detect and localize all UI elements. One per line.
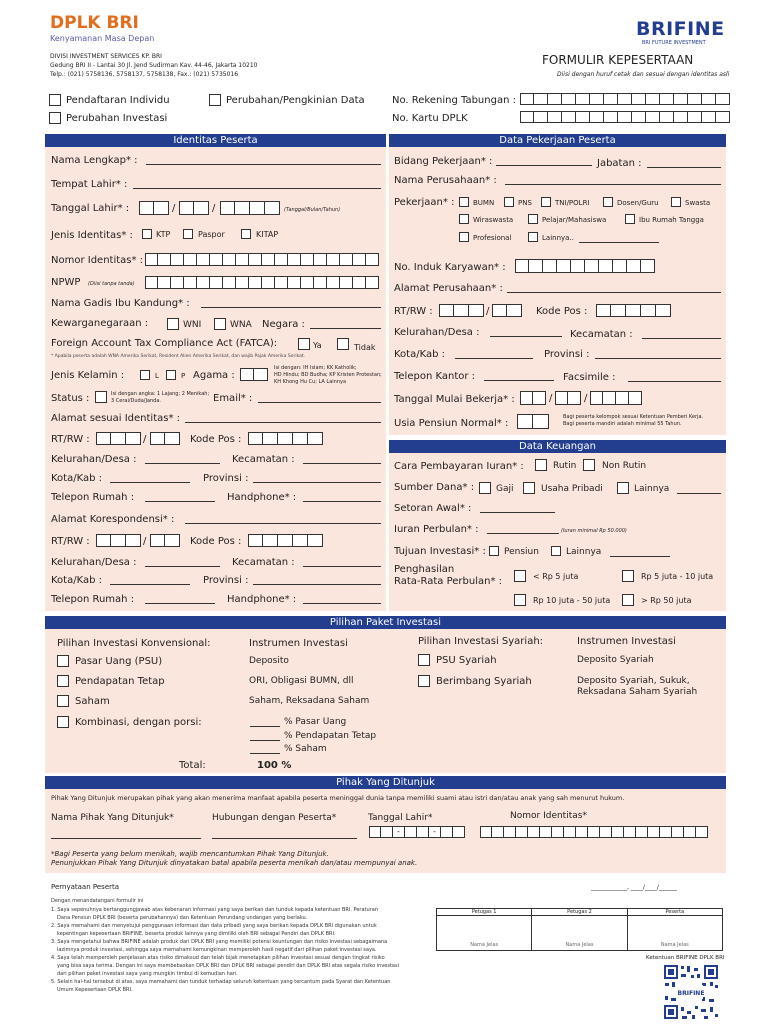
rw-kantor-boxes[interactable]: [492, 304, 522, 317]
sign-petugas1[interactable]: [437, 909, 532, 950]
lainnya-sumber-input[interactable]: [677, 493, 721, 494]
label-provinsi: Provinsi :: [203, 473, 249, 484]
handphone-kor-input[interactable]: [303, 603, 381, 604]
label-r1: < Rp 5 juta: [533, 572, 579, 581]
pensiun-note: Bagi peserta kelompok sesuai Ketentuan Pemberi Kerja.: [563, 414, 704, 420]
label-fatca: Foreign Account Tax Compliance Act (FATCA):: [51, 338, 278, 349]
label-telp-rumah-kor: Telepon Rumah :: [51, 594, 135, 605]
label-perubahan-data: Perubahan/Pengkinian Data: [226, 95, 365, 106]
label-dosen: Dosen/Guru: [617, 199, 659, 207]
label-ktp: KTP: [156, 230, 171, 239]
checkbox-kombinasi[interactable]: [57, 716, 69, 728]
label-instrumen-syariah: Instrumen Investasi: [577, 636, 676, 647]
label-tujuan-pensiun: Pensiun: [504, 547, 539, 557]
signature-table: [436, 908, 723, 951]
nama-jelas-3: Nama Jelas: [660, 942, 689, 948]
agama-note-2: HD Hindu; BD Budha; KP Kristen Protestan;: [274, 372, 382, 378]
label-induk: No. Induk Karyawan* :: [394, 262, 506, 273]
telp-kantor-input[interactable]: [484, 380, 554, 381]
label-rekening: No. Rekening Tabungan :: [392, 95, 516, 106]
jabatan-input[interactable]: [647, 167, 721, 168]
checkbox-r3[interactable]: [514, 594, 526, 606]
label-pihak-nama: Nama Pihak Yang Ditunjuk*: [51, 813, 174, 823]
label-r4: > Rp 50 juta: [641, 596, 692, 605]
setoran-input[interactable]: [480, 512, 555, 513]
label-pensiun: Usia Pensiun Normal* :: [394, 418, 509, 429]
checkbox-wna[interactable]: [214, 318, 226, 330]
nomor-id-boxes[interactable]: [145, 253, 379, 266]
checkbox-pns[interactable]: [504, 197, 514, 207]
label-kota-kantor: Kota/Kab :: [394, 349, 446, 360]
checkbox-gaji[interactable]: [479, 482, 491, 494]
label-provinsi-kantor: Provinsi :: [544, 349, 590, 360]
label-kodepos: Kode Pos :: [190, 434, 242, 445]
checkbox-tni[interactable]: [541, 197, 551, 207]
tempat-input[interactable]: [133, 188, 381, 189]
label-wni: WNI: [183, 320, 202, 330]
handphone-input[interactable]: [303, 501, 381, 502]
label-jenis-id: Jenis Identitas* :: [51, 230, 133, 241]
pernyataan-item: lazimnya produk investasi, sehingga saya memahami kemungkinan memperoleh hasil negatif dari pilihan paket investasi saya.: [57, 947, 377, 953]
facsimile-input[interactable]: [628, 381, 721, 382]
label-alamat-perusahaan: Alamat Perusahaan* :: [394, 283, 503, 294]
rekening-boxes[interactable]: [520, 93, 730, 105]
label-r3: Rp 10 juta - 50 juta: [533, 596, 611, 605]
checkbox-tujuan-lainnya[interactable]: [551, 546, 561, 556]
checkbox-individu[interactable]: [49, 94, 61, 106]
label-telp-kantor: Telepon Kantor :: [394, 371, 476, 382]
pihak-note: *Bagi Peserta yang belum menikah, wajib mencantumkan Pihak Yang Ditunjuk.: [51, 850, 329, 858]
checkbox-bumn[interactable]: [459, 197, 469, 207]
checkbox-paspor[interactable]: [183, 229, 193, 239]
label-kecamatan: Kecamatan :: [232, 454, 295, 465]
label-profesional: Profesional: [473, 234, 512, 242]
label-pns: PNS: [518, 199, 532, 207]
label-swasta: Swasta: [685, 199, 711, 207]
label-kecamatan-kor: Kecamatan :: [232, 557, 295, 568]
agama-boxes[interactable]: [240, 368, 268, 381]
checkbox-non-rutin[interactable]: [583, 459, 595, 471]
mulai-month[interactable]: [555, 391, 581, 405]
telp-rumah-kor-input[interactable]: [145, 603, 215, 604]
sign-petugas2-label: Petugas 2: [532, 909, 626, 916]
instrumen-berimbang: Deposito Syariah, Sukuk,: [577, 676, 690, 686]
status-note: Isi dengan angka: 1 Lajang; 2 Menikah;: [111, 391, 210, 397]
nama-input[interactable]: [146, 164, 381, 165]
provinsi-kor-input[interactable]: [253, 584, 381, 585]
instrumen-deposito: Deposito: [249, 656, 289, 666]
checkbox-lainnya-sumber[interactable]: [617, 482, 629, 494]
label-psu: Pasar Uang (PSU): [75, 656, 163, 667]
label-irt: Ibu Rumah Tangga: [639, 216, 704, 224]
label-kota-kor: Kota/Kab :: [51, 575, 103, 586]
label-kecamatan-kantor: Kecamatan :: [570, 329, 633, 340]
checkbox-swasta[interactable]: [671, 197, 681, 207]
perusahaan-input[interactable]: [505, 184, 721, 185]
label-konv: Pilihan Investasi Konvensional:: [57, 638, 211, 649]
instrumen-ori: ORI, Obligasi BUMN, dll: [249, 676, 354, 686]
label-telp-rumah: Telepon Rumah :: [51, 492, 135, 503]
brifine-logo: BRIFINE: [636, 18, 725, 40]
label-porsi-tetap: % Pendapatan Tetap: [284, 731, 377, 741]
label-facsimile: Facsimile :: [563, 372, 616, 383]
label-l: L: [155, 372, 159, 380]
pernyataan-list: [51, 906, 421, 994]
checkbox-usaha[interactable]: [523, 482, 535, 494]
label-pihak-hubungan: Hubungan dengan Peserta*: [212, 813, 337, 823]
label-rtrw-kantor: RT/RW :: [394, 306, 433, 317]
tanggal-day[interactable]: [139, 201, 169, 215]
label-tujuan-lainnya: Lainnya: [566, 547, 602, 557]
label-status: Status :: [51, 393, 90, 404]
label-perusahaan: Nama Perusahaan* :: [394, 175, 497, 186]
pensiun-note-2: Bagi peserta mandiri adalah minimal 55 Tahun.: [563, 421, 682, 427]
form-title: FORMULIR KEPESERTAAN: [542, 53, 694, 67]
alamat-kor-input[interactable]: [185, 523, 381, 524]
label-email: Email* :: [213, 393, 253, 404]
pernyataan-item: 5. Selain hal-hal tersebut di atas, saya memahami dan tunduk terhadap seluruh ketentuan yang tercantum pada Syarat dan Ketentuan: [51, 979, 391, 985]
pernyataan-item: kepentingan kepesertaan BRIFINE, beserta produk lainnya yang dimiliki oleh BRI sebagai Pendiri dan DPLK BRI.: [57, 931, 336, 937]
label-pekerjaan: Pekerjaan* :: [394, 197, 455, 208]
instrumen-deposito-syariah: Deposito Syariah: [577, 655, 654, 665]
label-pihak-tanggal: Tanggal Lahir*: [368, 813, 433, 823]
checkbox-fatca-ya[interactable]: [298, 338, 310, 350]
sign-petugas2[interactable]: [532, 909, 627, 950]
porsi-saham-input[interactable]: [250, 753, 280, 754]
kota-kantor-input[interactable]: [455, 358, 533, 359]
pihak-desc: Pihak Yang Ditunjuk merupakan pihak yang akan menerima manfaat apabila peserta meninggal dunia tanpa memiliki suami atau istri dan/atau anak yang sah menurut hukum.: [51, 794, 625, 802]
label-agama: Agama :: [193, 370, 235, 381]
tanggal-month[interactable]: [179, 201, 209, 215]
pernyataan-item: 2. Saya memahami dan menyetujui penggunaan informasi dan data pribadi yang saya berikan kepada DPLK BRI digunakan untuk: [51, 923, 377, 929]
mulai-day[interactable]: [520, 391, 546, 405]
porsi-pasar-uang-input[interactable]: [250, 726, 280, 727]
label-bidang: Bidang Pekerjaan* :: [394, 156, 493, 167]
identitas-title: Identitas Peserta: [45, 134, 386, 147]
label-provinsi-kor: Provinsi :: [203, 575, 249, 586]
label-kelurahan-kantor: Kelurahan/Desa :: [394, 327, 480, 338]
kelurahan-kantor-input[interactable]: [490, 336, 562, 337]
label-tempat: Tempat Lahir* :: [51, 179, 128, 190]
label-gaji: Gaji: [496, 484, 514, 494]
pernyataan-item: 3. Saya mengetahui bahwa BRIFINE adalah produk dari DPLK BRI yang memiliki potensi keuntungan dan risiko investasi sebagaimana: [51, 939, 388, 945]
fatca-note: * Apabila peserta adalah WNA Amerika Serikat, Resident Alien Amerika Serikat, dan wajib Pajak Amerika Serikat.: [51, 354, 306, 359]
contact: Telp.: (021) 5758136, 5758137, 5758138, Fax.: (021) 5735016: [50, 71, 239, 78]
checkbox-ktp[interactable]: [142, 229, 152, 239]
label-cara: Cara Pembayaran Iuran* :: [394, 461, 524, 472]
checkbox-psu-syariah[interactable]: [418, 654, 430, 666]
label-p: P: [181, 372, 186, 380]
address: Gedung BRI II - Lantai 30 Jl. Jend Sudirman Kav. 44-46, Jakarta 10210: [50, 62, 258, 69]
sign-peserta[interactable]: [628, 909, 722, 950]
label-lainnya-sumber: Lainnya: [634, 484, 670, 494]
checkbox-l[interactable]: [140, 370, 150, 380]
pernyataan-date[interactable]: ____________, ____/____/______: [591, 884, 677, 891]
label-bumn: BUMN: [473, 199, 495, 207]
label-jabatan: Jabatan :: [597, 158, 642, 169]
checkbox-rutin[interactable]: [535, 459, 547, 471]
total-value: 100 %: [257, 760, 292, 771]
checkbox-r4[interactable]: [622, 594, 634, 606]
email-input[interactable]: [258, 402, 381, 403]
pensiun-boxes[interactable]: [517, 414, 549, 429]
status-note-2: 3 Cerai/Duda/Janda.: [111, 398, 162, 404]
rt-kantor-boxes[interactable]: [439, 304, 484, 317]
label-porsi-saham: % Saham: [284, 744, 327, 754]
label-kewarganegaraan: Kewarganegaraan :: [51, 318, 149, 329]
rt-boxes[interactable]: [96, 432, 141, 445]
kota-kor-input[interactable]: [110, 584, 190, 585]
label-non-rutin: Non Rutin: [602, 461, 647, 471]
checkbox-wni[interactable]: [167, 318, 179, 330]
pihak-note-2: Penunjukkan Pihak Yang Ditunjuk dinyatakan batal apabila peserta menikah dan/atau mempunyai anak.: [51, 859, 418, 867]
keuangan-title: Data Keuangan: [389, 440, 726, 453]
label-lainnya-pekerjaan: Lainnya..: [542, 234, 574, 242]
label-tujuan: Tujuan Investasi* :: [394, 546, 486, 557]
label-individu: Pendaftaran Individu: [66, 95, 170, 106]
label-pihak-nomor: Nomor Identitas*: [510, 811, 587, 821]
checkbox-profesional[interactable]: [459, 232, 469, 242]
nama-jelas-2: Nama Jelas: [565, 942, 594, 948]
label-psu-syariah: PSU Syariah: [436, 655, 497, 666]
label-kota: Kota/Kab :: [51, 473, 103, 484]
pihak-hubungan-input[interactable]: [212, 838, 357, 839]
label-wna: WNA: [230, 320, 252, 330]
label-penghasilan-2: Rata-Rata Perbulan* :: [394, 576, 503, 587]
kelurahan-kor-input[interactable]: [145, 566, 220, 567]
label-kartu: No. Kartu DPLK: [392, 113, 468, 124]
sign-peserta-label: Peserta: [628, 909, 722, 916]
checkbox-wiraswasta[interactable]: [459, 214, 469, 224]
porsi-tetap-input[interactable]: [250, 740, 280, 741]
pernyataan-item: dari pilihan paket investasi saya yang mungkin timbul di kemudian hari.: [57, 971, 238, 977]
label-negara: Negara :: [262, 319, 305, 330]
kelurahan-input[interactable]: [145, 463, 220, 464]
mulai-year[interactable]: [590, 391, 642, 405]
rw-boxes[interactable]: [150, 432, 180, 445]
pernyataan-item: Dana Pensiun DPLK BRI (beserta perubahannya) dan Ketentuan Perundang undangan yang berlaku.: [57, 915, 308, 921]
kota-input[interactable]: [110, 482, 190, 483]
iuran-input[interactable]: [487, 533, 559, 534]
label-penghasilan: Penghasilan: [394, 564, 455, 575]
kecamatan-input[interactable]: [303, 463, 381, 464]
checkbox-pelajar[interactable]: [528, 214, 538, 224]
kodepos-kor-boxes[interactable]: [248, 534, 323, 547]
rt-kor-boxes[interactable]: [96, 534, 141, 547]
status-box[interactable]: [95, 391, 107, 403]
induk-boxes[interactable]: [515, 259, 655, 273]
form-subtitle: Diisi dengan huruf cetak dan sesuai dengan identitas asli: [557, 71, 730, 78]
division: DIVISI INVESTMENT SERVICES KP. BRI: [50, 53, 162, 60]
tanggal-year[interactable]: [220, 201, 280, 215]
pihak-tanggal-boxes[interactable]: - -: [369, 826, 465, 838]
tanggal-hint: (Tanggal/Bulan/Tahun): [284, 207, 341, 213]
label-rtrw-kor: RT/RW :: [51, 536, 90, 547]
kecamatan-kantor-input[interactable]: [642, 338, 721, 339]
tujuan-lainnya-input[interactable]: [610, 556, 670, 557]
checkbox-kitap[interactable]: [241, 229, 251, 239]
paket-panel: [45, 629, 726, 773]
pekerjaan-title: Data Pekerjaan Peserta: [389, 134, 726, 147]
label-handphone: Handphone* :: [227, 492, 297, 503]
ketentuan-label: Ketentuan BRIFINE DPLK BRI: [646, 955, 725, 961]
checkbox-fatca-tidak[interactable]: [337, 338, 349, 350]
instrumen-reksadana: Saham, Reksadana Saham: [249, 696, 370, 706]
pihak-nama-input[interactable]: [51, 838, 201, 839]
lainnya-pekerjaan-input[interactable]: [579, 242, 659, 243]
label-alamat-id: Alamat sesuai Identitas* :: [51, 413, 181, 424]
checkbox-psu[interactable]: [57, 655, 69, 667]
checkbox-perubahan-data[interactable]: [209, 94, 221, 106]
checkbox-irt[interactable]: [625, 214, 635, 224]
npwp-boxes[interactable]: [145, 276, 379, 289]
sign-petugas1-label: Petugas 1: [437, 909, 531, 916]
brifine-sub: BRI FUTURE INVESTMENT: [642, 40, 706, 46]
pihak-title: Pihak Yang Ditunjuk: [45, 776, 726, 789]
label-r2: Rp 5 juta - 10 juta: [641, 572, 714, 581]
rw-kor-boxes[interactable]: [150, 534, 180, 547]
checkbox-r2[interactable]: [622, 570, 634, 582]
alamat-id-input[interactable]: [185, 422, 381, 423]
dplk-logo: DPLK BRI: [50, 13, 139, 33]
telp-rumah-input[interactable]: [145, 501, 215, 502]
label-paspor: Paspor: [198, 230, 225, 239]
label-kelurahan: Kelurahan/Desa :: [51, 454, 137, 465]
pernyataan-item: 4. Saya telah memperoleh penjelasan atas risiko dimaksud dan telah bijak menetapkan pilihan investasi sesuai dengan tingkat risiko: [51, 955, 385, 961]
label-tanggal: Tanggal Lahir* :: [51, 203, 130, 214]
label-saham: Saham: [75, 696, 110, 707]
label-berimbang: Berimbang Syariah: [436, 676, 532, 687]
agama-note-3: KH Khong Hu Cu; LA Lainnya: [274, 379, 347, 385]
kodepos-boxes[interactable]: [248, 432, 323, 445]
label-pelajar: Pelajar/Mahasiswa: [542, 216, 607, 224]
checkbox-tujuan-pensiun[interactable]: [489, 546, 499, 556]
checkbox-saham[interactable]: [57, 695, 69, 707]
gadis-input[interactable]: [201, 307, 381, 308]
label-rtrw: RT/RW :: [51, 434, 90, 445]
label-nama: Nama Lengkap* :: [51, 155, 138, 166]
checkbox-berimbang[interactable]: [418, 675, 430, 687]
label-total: Total:: [179, 760, 206, 771]
provinsi-kantor-input[interactable]: [595, 358, 721, 359]
npwp-hint: (Diisi tanpa tanda): [88, 281, 135, 287]
agama-note: Isi dengan: IH Islam; KK Katholik;: [274, 365, 357, 371]
label-perubahan-investasi: Perubahan Investasi: [66, 113, 168, 124]
label-tetap: Pendapatan Tetap: [75, 676, 165, 687]
alamat-perusahaan-input[interactable]: [507, 292, 721, 293]
label-kodepos-kor: Kode Pos :: [190, 536, 242, 547]
label-setoran: Setoran Awal* :: [394, 503, 472, 514]
label-tni: TNI/POLRI: [555, 199, 590, 207]
instrumen-berimbang-2: Reksadana Saham Syariah: [577, 687, 698, 697]
kodepos-kantor-boxes[interactable]: [596, 304, 671, 317]
label-gadis: Nama Gadis Ibu Kandung* :: [51, 298, 190, 309]
iuran-hint: (Iuran minimal Rp 50.000): [561, 528, 627, 534]
nama-jelas-1: Nama Jelas: [470, 942, 499, 948]
pernyataan-title: Pernyataan Peserta: [51, 883, 120, 891]
tagline: Kenyamanan Masa Depan: [50, 34, 155, 43]
label-usaha: Usaha Pribadi: [541, 484, 603, 494]
label-ya: Ya: [313, 341, 322, 350]
label-tidak: Tidak: [354, 343, 376, 352]
kartu-boxes[interactable]: [520, 111, 730, 123]
checkbox-p[interactable]: [166, 370, 176, 380]
label-mulai: Tanggal Mulai Bekerja* :: [394, 394, 515, 405]
bidang-input[interactable]: [496, 165, 592, 166]
label-syariah: Pilihan Investasi Syariah:: [418, 636, 544, 647]
pernyataan-item: Umum Kepesertaan DPLK BRI.: [57, 987, 133, 993]
label-kombinasi: Kombinasi, dengan porsi:: [75, 717, 202, 728]
pernyataan-intro: Dengan menandatangani formulir ini: [51, 898, 144, 904]
label-kodepos-kantor: Kode Pos :: [536, 306, 588, 317]
checkbox-lainnya-pekerjaan[interactable]: [528, 232, 538, 242]
label-instrumen: Instrumen Investasi: [249, 638, 348, 649]
checkbox-perubahan-investasi[interactable]: [49, 112, 61, 124]
provinsi-input[interactable]: [253, 482, 381, 483]
pihak-nomor-boxes[interactable]: [480, 826, 708, 838]
negara-input[interactable]: [310, 328, 381, 329]
pernyataan-item: 1. Saya sepenuhnya bertanggungjawab atas kebenaran informasi yang saya berikan dan tunduk kepada ketentuan BRI. Peraturan: [51, 907, 378, 913]
label-kitap: KITAP: [256, 230, 279, 239]
label-alamat-kor: Alamat Korespondensi* :: [51, 514, 175, 525]
label-wiraswasta: Wiraswasta: [473, 216, 514, 224]
kecamatan-kor-input[interactable]: [303, 566, 381, 567]
label-nomor-id: Nomor Identitas* :: [51, 255, 144, 266]
label-kelamin: Jenis Kelamin :: [51, 370, 125, 381]
label-kelurahan-kor: Kelurahan/Desa :: [51, 557, 137, 568]
pernyataan-item: yang bisa saya terima. Dengan ini saya membebaskan DPLK BRI dan DPLK BRI sebagai pendiri dan DPLK BRI atas segala risiko investasi: [57, 963, 399, 969]
checkbox-tetap[interactable]: [57, 675, 69, 687]
qr-code-icon[interactable]: [662, 963, 720, 1021]
paket-title: Pilihan Paket Investasi: [45, 616, 726, 629]
label-iuran: Iuran Perbulan* :: [394, 524, 479, 535]
label-porsi-pasar-uang: % Pasar Uang: [284, 717, 347, 727]
checkbox-r1[interactable]: [514, 570, 526, 582]
qr-brand: BRIFINE: [677, 990, 705, 997]
label-sumber: Sumber Dana* :: [394, 482, 475, 493]
label-rutin: Rutin: [553, 461, 577, 471]
label-npwp: NPWP: [51, 277, 81, 288]
checkbox-dosen[interactable]: [603, 197, 613, 207]
label-handphone-kor: Handphone* :: [227, 594, 297, 605]
